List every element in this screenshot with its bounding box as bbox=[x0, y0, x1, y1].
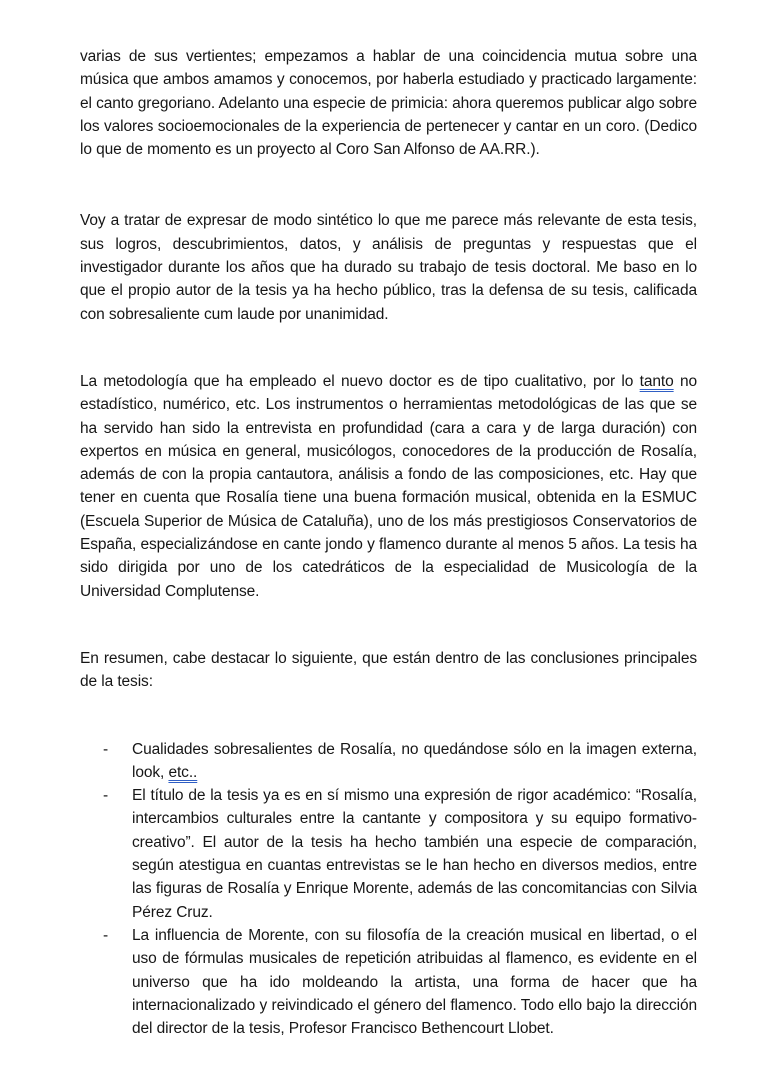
paragraph bbox=[80, 209, 697, 325]
text-run: La influencia de Morente, con su filosofía de la creación musical en libertad, o el uso de fórmulas musicales de repetición atribuidas al flamenco, es evidente en el universo que ha ido moldeando la artista, una forma de hacer que ha internacionalizado y reivindicado el género del flamenco. Todo ello bajo la dirección del director de la tesis, Profesor Francisco Bethencourt Llobet. bbox=[132, 926, 697, 1038]
text-run: Voy a tratar de expresar de modo sintético lo que me parece más relevante de esta tesis, sus logros, descubrimientos, datos, y análisis de preguntas y respuestas que el investigador durante los años que ha durado su trabajo de tesis doctoral. Me baso en lo que el propio autor de la tesis ya ha hecho público, tras la defensa de su tesis, calificada con sobresaliente cum laude por unanimidad. bbox=[80, 212, 697, 323]
text-run: El título de la tesis ya es en sí mismo una expresión de rigor académico: “Rosalía, intercambios culturales entre la cantante y compositora y su equipo formativo-creativo”. El autor de la tesis ha hecho también una especie de comparación, según atestigua en cuantas entrevistas se le han hecho en diversos medios, entre las figuras de Rosalía y Enrique Morente, además de las concomitancias con Silvia Pérez Cruz. bbox=[132, 787, 697, 921]
list-item bbox=[80, 924, 697, 1040]
list-marker: - bbox=[103, 787, 109, 805]
bullet-list bbox=[80, 738, 697, 1041]
list-item bbox=[80, 784, 697, 924]
document-body bbox=[80, 45, 697, 694]
grammar-underlined-word[interactable]: tanto bbox=[639, 372, 674, 390]
text-run: no estadístico, numérico, etc. Los instrumentos o herramientas metodológicas de las que se ha servido han sido la entrevista en profundidad (cara a cara y de larga duración) con expertos en música en general, musicólogos, conocedores de la producción de Rosalía, además de con la propia cantautora, análisis a fondo de las composiciones, etc. Hay que tener en cuenta que Rosalía tiene una buena formación musical, obtenida en la ESMUC (Escuela Superior de Música de Cataluña), uno de los más prestigiosos Conservatorios de España, especializándose en cante jondo y flamenco durante al menos 5 años. La tesis ha sido dirigida por uno de los catedráticos de la especialidad de Musicología de la Universidad Complutense. bbox=[80, 372, 697, 600]
text-run: La metodología que ha empleado el nuevo doctor es de tipo cualitativo, por lo bbox=[80, 372, 640, 390]
grammar-underlined-word[interactable]: etc.. bbox=[168, 763, 198, 781]
list-marker: - bbox=[103, 740, 109, 758]
text-run: varias de sus vertientes; empezamos a hablar de una coincidencia mutua sobre una música que ambos amamos y conocemos, por haberla estudiado y practicado largamente: el canto gregoriano. Adelanto una especie de primicia: ahora queremos publicar algo sobre los valores socioemocionales de la experiencia de pertenecer y cantar en un coro. (Dedico lo que de momento es un proyecto al Coro San Alfonso de AA.RR.). bbox=[80, 48, 697, 159]
paragraph bbox=[80, 370, 697, 603]
text-run: Cualidades sobresalientes de Rosalía, no quedándose sólo en la imagen externa, look, bbox=[132, 740, 697, 781]
list-marker: - bbox=[103, 926, 109, 944]
paragraph bbox=[80, 647, 697, 694]
list-item bbox=[80, 738, 697, 785]
text-run: En resumen, cabe destacar lo siguiente, que están dentro de las conclusiones principales de la tesis: bbox=[80, 649, 697, 691]
paragraph bbox=[80, 45, 697, 161]
